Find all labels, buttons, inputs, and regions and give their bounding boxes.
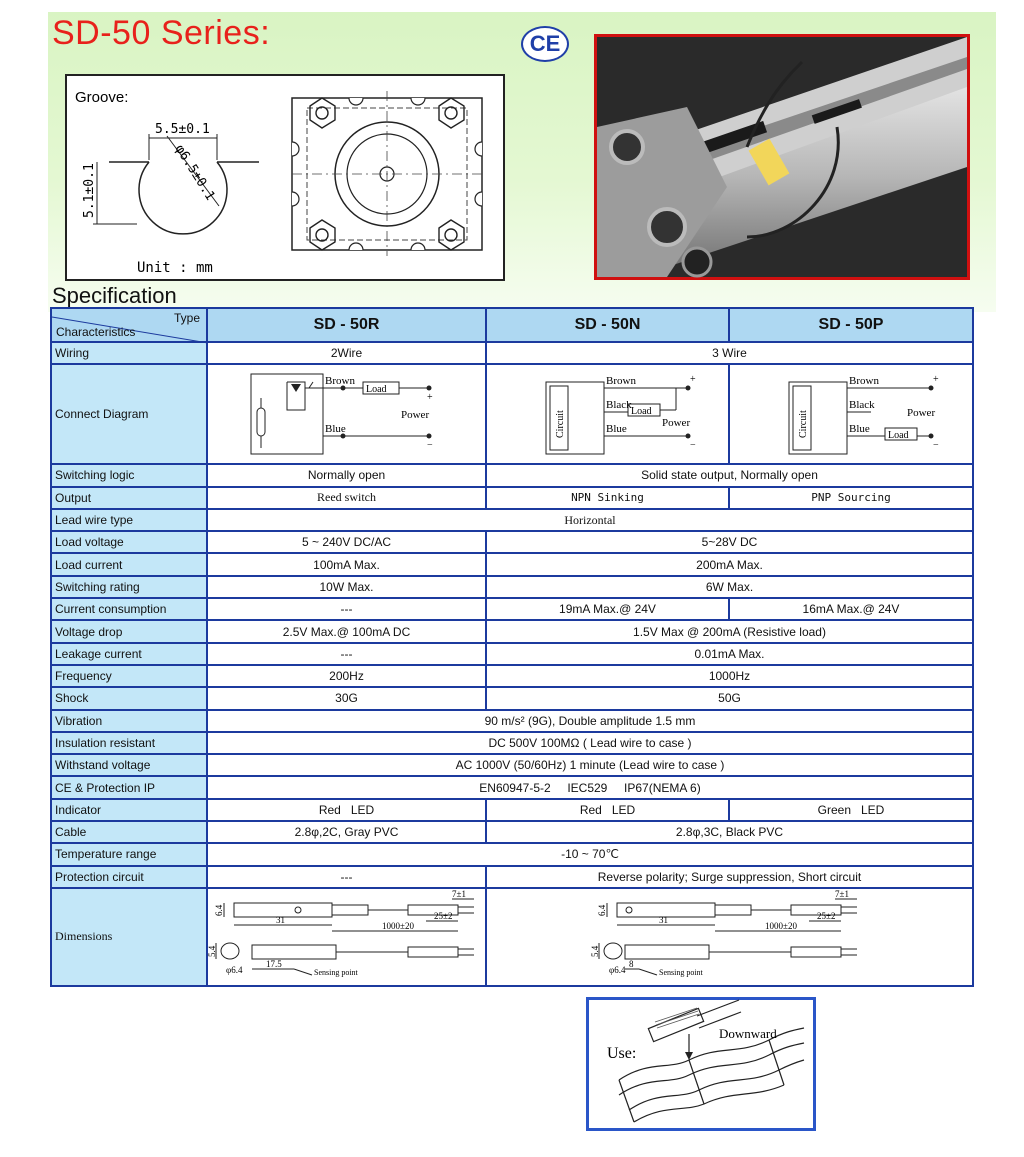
minus-label: − [689, 439, 696, 451]
row-label: Withstand voltage [51, 754, 207, 776]
cell-value: Red LED [207, 799, 486, 821]
row-label: Protection circuit [51, 866, 207, 888]
cell-value: 30G [207, 687, 486, 709]
power-label: Power [661, 416, 690, 429]
cell-value: DC 500V 100MΩ ( Lead wire to case ) [207, 732, 973, 754]
cell-value: EN60947-5-2 IEC529 IP67(NEMA 6) [207, 776, 973, 798]
pnp-wiring-diagram [751, 368, 951, 458]
reed-dimension-drawing [206, 889, 482, 981]
circuit-label: Circuit [554, 410, 566, 438]
cell-value: Reed switch [207, 487, 486, 509]
dim-strip-label: 25±2 [816, 911, 835, 922]
cell-value: --- [207, 598, 486, 620]
table-row [51, 866, 973, 888]
cell-value: PNP Sourcing [729, 487, 973, 509]
cell-value: 16mA Max.@ 24V [729, 598, 973, 620]
usage-diagram [589, 1000, 813, 1128]
cell-value: 100mA Max. [207, 553, 486, 575]
dim-tip-label: 7±1 [834, 889, 849, 900]
table-row [51, 710, 973, 732]
row-label: Voltage drop [51, 620, 207, 642]
table-row [51, 888, 973, 986]
model-header-n: SD - 50N [486, 308, 729, 342]
row-label: Connect Diagram [51, 364, 207, 464]
table-header-row [51, 308, 973, 342]
cell-value: 90 m/s² (9G), Double amplitude 1.5 mm [207, 710, 973, 732]
cylinder-sensor-illustration [597, 37, 967, 277]
connect-diagram-n [486, 364, 729, 464]
brown-wire-label: Brown [324, 374, 355, 387]
circuit-label: Circuit [798, 410, 809, 438]
blue-wire-label: Blue [324, 422, 346, 435]
minus-label: − [426, 439, 433, 451]
dimension-drawing-np [486, 888, 973, 986]
table-row [51, 754, 973, 776]
reed-wiring-diagram [247, 368, 447, 458]
cell-value: 0.01mA Max. [486, 643, 973, 665]
solid-state-dimension-drawing [589, 889, 865, 981]
connect-diagram-r [207, 364, 486, 464]
model-header-p: SD - 50P [729, 308, 973, 342]
cell-value: AC 1000V (50/60Hz) 1 minute (Lead wire to case ) [207, 754, 973, 776]
blue-wire-label: Blue [849, 422, 870, 435]
brown-wire-label: Brown [605, 374, 636, 387]
power-label: Power [400, 408, 429, 421]
black-wire-label: Black [605, 398, 632, 411]
cell-value: Solid state output, Normally open [486, 464, 973, 486]
row-label: Vibration [51, 710, 207, 732]
table-row [51, 342, 973, 364]
row-label: Insulation resistant [51, 732, 207, 754]
corner-characteristics-label: Characteristics [56, 325, 136, 339]
table-row [51, 799, 973, 821]
row-label: Switching logic [51, 464, 207, 486]
cell-value: 50G [486, 687, 973, 709]
cell-value: 2Wire [207, 342, 486, 364]
row-label: Leakage current [51, 643, 207, 665]
dim-sense-label: 17.5 [265, 959, 282, 970]
groove-width-dim: 5.5±0.1 [155, 122, 210, 137]
dim-height-label: 6.4 [596, 905, 607, 917]
cell-value: 2.5V Max.@ 100mA DC [207, 620, 486, 642]
connect-diagram-p [729, 364, 973, 464]
row-label: Indicator [51, 799, 207, 821]
corner-header-cell [51, 308, 207, 342]
table-row [51, 576, 973, 598]
table-row [51, 487, 973, 509]
row-label: Current consumption [51, 598, 207, 620]
page-title: SD-50 Series: [52, 14, 271, 52]
cell-value: NPN Sinking [486, 487, 729, 509]
row-label: Dimensions [51, 888, 207, 986]
dim-width-label: 5.4 [589, 946, 600, 958]
downward-label: Downward [719, 1026, 777, 1041]
npn-wiring-diagram [508, 368, 708, 458]
specification-heading: Specification [52, 283, 177, 308]
cell-value: 3 Wire [486, 342, 973, 364]
cell-value: 6W Max. [486, 576, 973, 598]
usage-illustration [586, 997, 816, 1131]
dim-length-label: 31 [275, 915, 285, 926]
cell-value: 1.5V Max @ 200mA (Resistive load) [486, 620, 973, 642]
table-row [51, 687, 973, 709]
cell-value: 200mA Max. [486, 553, 973, 575]
table-row [51, 553, 973, 575]
row-label: CE & Protection IP [51, 776, 207, 798]
groove-height-dim: 5.1±0.1 [82, 163, 97, 218]
ce-mark-icon: CE [521, 26, 569, 62]
table-row [51, 364, 973, 464]
dim-length-label: 31 [658, 915, 668, 926]
groove-drawing [65, 74, 505, 281]
cell-value: 5~28V DC [486, 531, 973, 553]
cell-value: --- [207, 866, 486, 888]
cell-value: --- [207, 643, 486, 665]
row-label: Switching rating [51, 576, 207, 598]
row-label: Cable [51, 821, 207, 843]
table-row [51, 665, 973, 687]
cell-value: Horizontal [207, 509, 973, 531]
cell-value: 19mA Max.@ 24V [486, 598, 729, 620]
table-row [51, 464, 973, 486]
dim-width-label: 5.4 [206, 946, 217, 958]
table-row [51, 732, 973, 754]
blue-wire-label: Blue [605, 422, 627, 435]
product-photo [594, 34, 970, 280]
table-row [51, 620, 973, 642]
table-row [51, 598, 973, 620]
cell-value: Red LED [486, 799, 729, 821]
cell-value: 2.8φ,3C, Black PVC [486, 821, 973, 843]
dim-diameter-label: φ6.4 [225, 965, 242, 976]
load-label: Load [888, 429, 909, 441]
dim-strip-label: 25±2 [433, 911, 452, 922]
power-label: Power [907, 406, 936, 419]
specification-table [50, 307, 974, 987]
table-row [51, 843, 973, 865]
groove-unit: Unit : mm [137, 260, 213, 276]
row-label: Wiring [51, 342, 207, 364]
cell-value: 10W Max. [207, 576, 486, 598]
groove-diameter-dim: φ6.5±0.1 [171, 142, 218, 204]
cell-value: 2.8φ,2C, Gray PVC [207, 821, 486, 843]
table-row [51, 776, 973, 798]
model-header-r: SD - 50R [207, 308, 486, 342]
table-row [51, 821, 973, 843]
black-wire-label: Black [849, 398, 875, 411]
cell-value: 200Hz [207, 665, 486, 687]
dim-cable-label: 1000±20 [381, 921, 414, 932]
plus-label: + [689, 373, 696, 385]
row-label: Frequency [51, 665, 207, 687]
load-label: Load [365, 383, 387, 395]
cell-value: -10 ~ 70℃ [207, 843, 973, 865]
plus-label: + [426, 391, 433, 403]
row-label: Shock [51, 687, 207, 709]
row-label: Output [51, 487, 207, 509]
dim-height-label: 6.4 [213, 905, 224, 917]
groove-diagram [67, 76, 503, 279]
row-label: Load voltage [51, 531, 207, 553]
cell-value: Green LED [729, 799, 973, 821]
minus-label: − [933, 439, 939, 451]
table-row [51, 531, 973, 553]
dim-tip-label: 7±1 [451, 889, 466, 900]
corner-type-label: Type [173, 311, 200, 325]
table-row [51, 509, 973, 531]
use-label: Use: [607, 1045, 637, 1062]
table-row [51, 643, 973, 665]
plus-label: + [933, 373, 939, 385]
dim-cable-label: 1000±20 [764, 921, 797, 932]
load-label: Load [630, 405, 652, 417]
row-label: Load current [51, 553, 207, 575]
dim-diameter-label: φ6.4 [608, 965, 625, 976]
sensing-point-label: Sensing point [313, 968, 358, 978]
brown-wire-label: Brown [849, 374, 879, 387]
cell-value: 5 ~ 240V DC/AC [207, 531, 486, 553]
cell-value: Normally open [207, 464, 486, 486]
row-label: Temperature range [51, 843, 207, 865]
sensing-point-label: Sensing point [658, 968, 703, 978]
cell-value: 1000Hz [486, 665, 973, 687]
cell-value: Reverse polarity; Surge suppression, Short circuit [486, 866, 973, 888]
dimension-drawing-r [207, 888, 486, 986]
dim-sense-label: 8 [628, 959, 633, 970]
row-label: Lead wire type [51, 509, 207, 531]
groove-label: Groove: [75, 89, 129, 106]
